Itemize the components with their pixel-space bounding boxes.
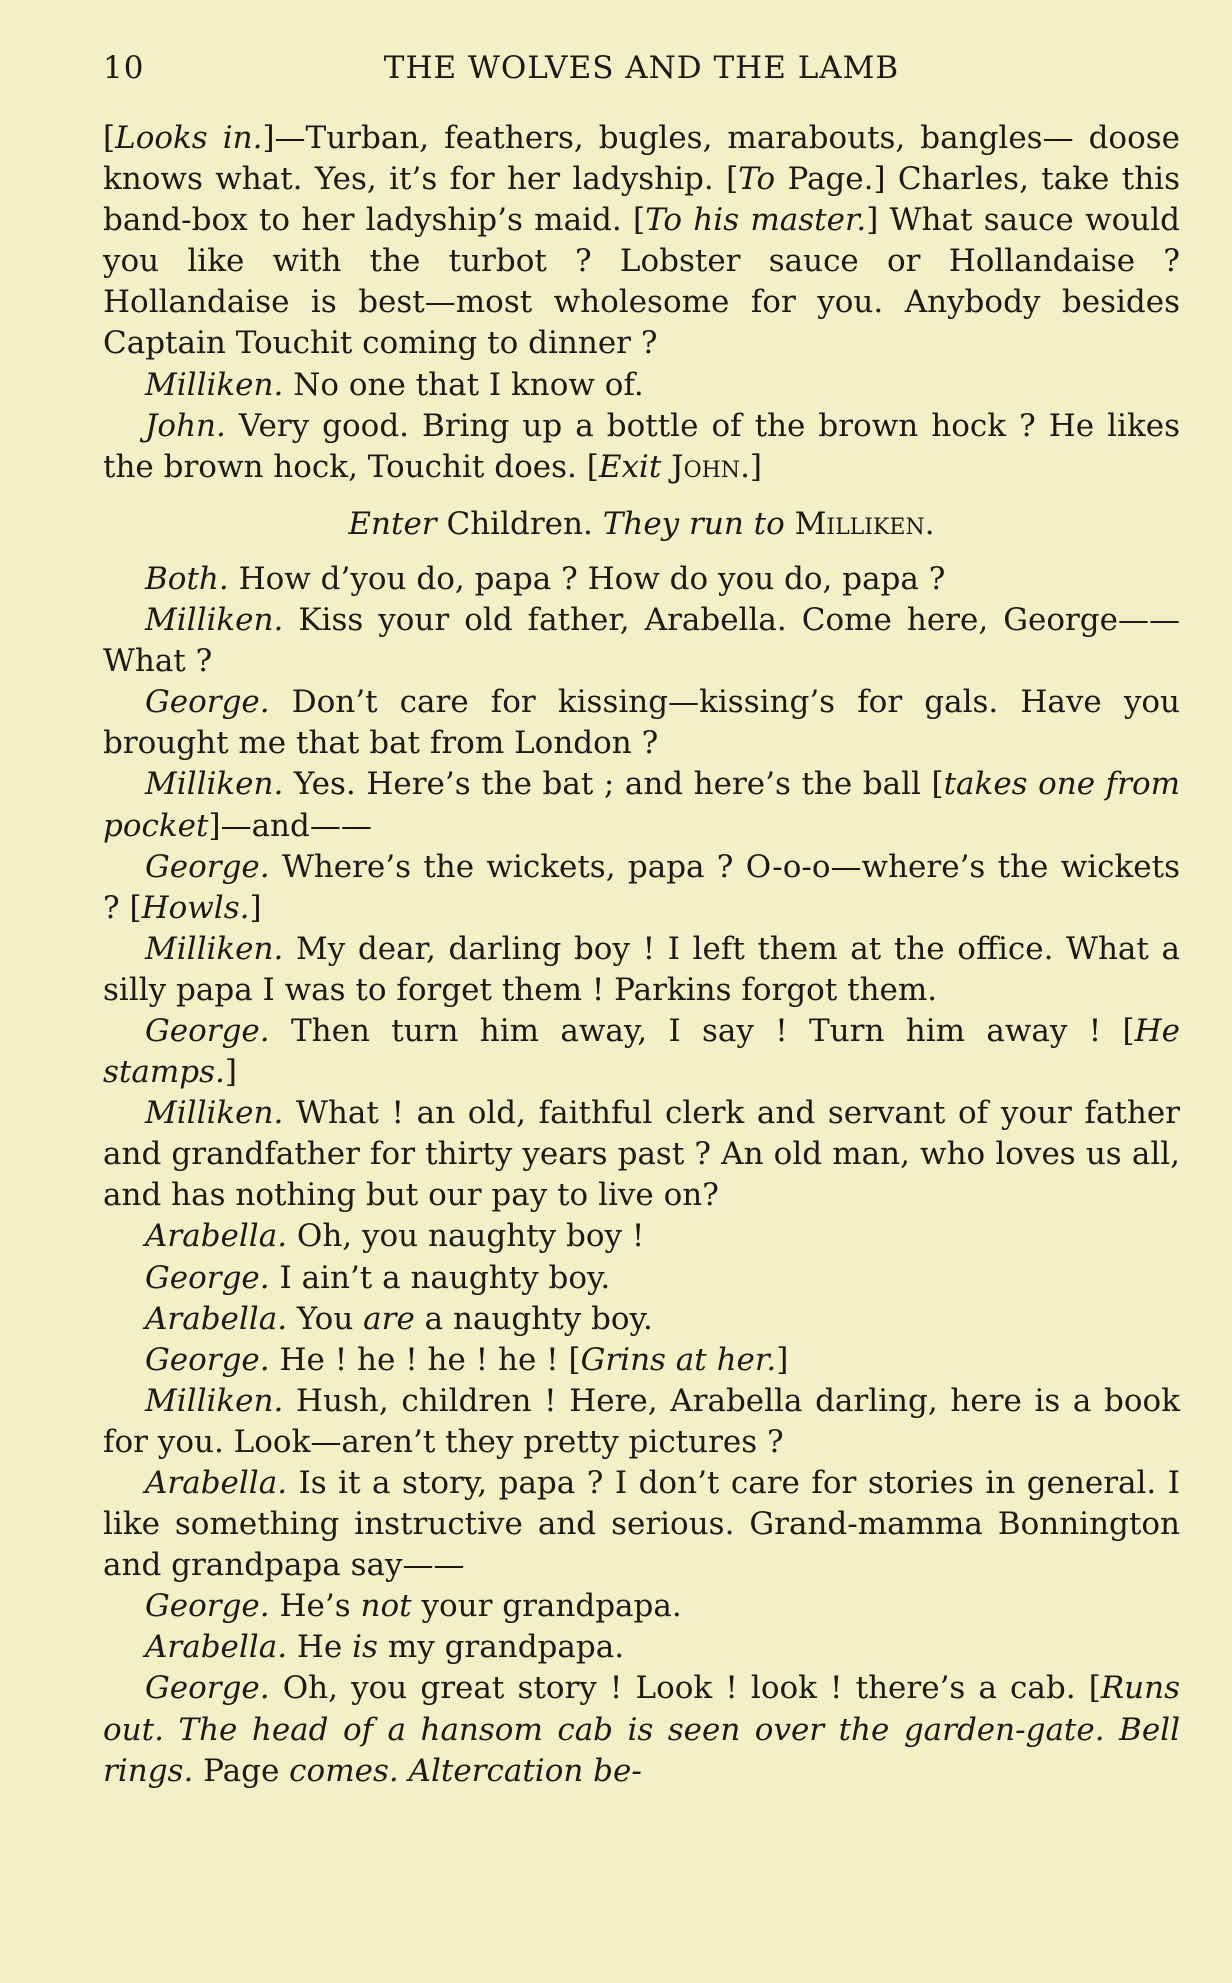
speech-text: Then turn him away, I say ! Turn him away ! [ bbox=[269, 1012, 1135, 1049]
speech-text: What ! an old, faithful clerk and servant of your father and grandfather for thirty years past ? An old man, who loves us all, and has nothing but our pay to live on? bbox=[103, 1095, 1180, 1214]
text: .] bbox=[740, 448, 763, 485]
speaker-name: George. bbox=[145, 1341, 270, 1378]
text: Page.] Charles, take this band-box to her ladyship’s maid. [ bbox=[103, 161, 1180, 239]
speech-text: How d’you do, papa ? How do you do, papa ? bbox=[228, 560, 946, 597]
speech bbox=[103, 1093, 1180, 1216]
play-text bbox=[103, 118, 1180, 1792]
stage-direction: Exit bbox=[598, 448, 662, 485]
speaker-name: Arabella. bbox=[145, 1300, 288, 1337]
emphasis: are bbox=[363, 1300, 415, 1337]
speech-text: No one that I know of. bbox=[283, 366, 644, 403]
speech bbox=[103, 682, 1180, 764]
speaker-name: Milliken. bbox=[145, 1095, 284, 1132]
stage-direction: He stamps. bbox=[103, 1012, 1180, 1091]
speaker-name: Milliken. bbox=[145, 766, 284, 803]
stage-direction-line bbox=[103, 504, 1180, 545]
speaker-name: Arabella. bbox=[145, 1465, 288, 1501]
page-header bbox=[103, 44, 1180, 94]
speaker-name: John. bbox=[145, 407, 226, 444]
speaker-name: George. bbox=[145, 1259, 270, 1296]
speech-text: He bbox=[287, 1629, 353, 1666]
text: ] bbox=[224, 1054, 237, 1091]
speech-continued bbox=[103, 118, 1180, 365]
stage-direction: Runs out. The head of a hansom cab is seen over the garden-gate. Bell rings. bbox=[103, 1670, 1180, 1789]
speaker-name: George. bbox=[145, 1588, 270, 1625]
speech bbox=[103, 764, 1180, 846]
speech bbox=[103, 1011, 1180, 1093]
speech bbox=[103, 365, 1180, 406]
speaker-name: George. bbox=[145, 1012, 270, 1049]
text: ] bbox=[249, 889, 262, 926]
speech-text: Yes. Here’s the bat ; and here’s the ball [ bbox=[283, 766, 944, 803]
speaker-name: Arabella. bbox=[145, 1629, 288, 1666]
speech-text: You bbox=[287, 1300, 364, 1337]
text: Children. bbox=[436, 505, 603, 542]
speaker-name: George. bbox=[145, 848, 270, 885]
speech bbox=[103, 929, 1180, 1011]
text: . bbox=[924, 505, 935, 542]
stage-direction: Looks in. bbox=[115, 120, 263, 156]
text: ] What sauce would you like with the turbot ? Lobster sauce or Hollandaise ? Hollandaise is best—most wholesome for you. Anybody besides Captain Touchit coming to dinner ? bbox=[103, 202, 1180, 362]
speech bbox=[103, 1668, 1180, 1791]
speech-text: Hush, children ! Here, Arabella darling, here is a book for you. Look—aren’t they pretty pictures ? bbox=[103, 1382, 1180, 1460]
speech bbox=[103, 559, 1180, 600]
speaker-name: Milliken. bbox=[145, 602, 284, 639]
speech bbox=[103, 1299, 1180, 1340]
speaker-name: Both. bbox=[145, 560, 229, 597]
text: a naughty boy. bbox=[414, 1300, 653, 1337]
text: ] bbox=[776, 1341, 789, 1378]
stage-direction: comes. Altercation be- bbox=[289, 1752, 642, 1789]
stage-direction: takes one from pocket bbox=[103, 766, 1180, 844]
speech bbox=[103, 1381, 1180, 1463]
speech bbox=[103, 1463, 1180, 1586]
text bbox=[661, 449, 671, 485]
character-name: Milliken bbox=[794, 505, 925, 542]
emphasis: not bbox=[360, 1588, 412, 1625]
character-name: John bbox=[671, 448, 741, 485]
speech-text: I ain’t a naughty boy. bbox=[269, 1259, 611, 1296]
text: my grandpapa. bbox=[377, 1629, 625, 1666]
speech-text: He’s bbox=[269, 1588, 361, 1625]
stage-direction: To bbox=[738, 161, 776, 198]
stage-direction: Enter bbox=[348, 505, 437, 542]
text: your grandpapa. bbox=[411, 1588, 682, 1625]
speaker-name: Milliken. bbox=[145, 1382, 284, 1419]
speaker-name: Milliken. bbox=[145, 930, 284, 967]
speech bbox=[103, 600, 1180, 682]
speech-text: Kiss your old father, Arabella. Come here, George——What ? bbox=[103, 602, 1180, 680]
speech bbox=[103, 406, 1180, 488]
speech-text: Where’s the wickets, papa ? O-o-o—where’s the wickets ? [ bbox=[103, 848, 1180, 926]
text: ]—Turban, feathers, bugles, marabouts, bangles— doose knows what. Yes, it’s for her ladyship. [ bbox=[103, 120, 1180, 198]
emphasis: is bbox=[352, 1629, 378, 1666]
stage-direction: They run to bbox=[602, 505, 785, 542]
speech-text: Oh, you naughty boy ! bbox=[287, 1218, 645, 1255]
text: Page bbox=[193, 1752, 290, 1789]
text: ]—and—— bbox=[208, 807, 372, 844]
stage-direction: Grins at her. bbox=[580, 1341, 777, 1378]
speech bbox=[103, 1258, 1180, 1299]
speaker-name: George. bbox=[145, 1670, 270, 1707]
speech-text: Oh, you great story ! Look ! look ! there’s a cab. [ bbox=[269, 1670, 1101, 1707]
stage-direction: Howls. bbox=[141, 889, 250, 926]
page-number: 10 bbox=[103, 50, 145, 86]
speech-text: Is it a story, papa ? I don’t care for stories in general. I like something instructive and serious. Grand-mamma Bonnington and grandpapa say—— bbox=[103, 1465, 1180, 1584]
text bbox=[785, 506, 795, 542]
speech bbox=[103, 1627, 1180, 1668]
speech-text: He ! he ! he ! he ! [ bbox=[269, 1341, 581, 1378]
speech bbox=[103, 1340, 1180, 1381]
speaker-name: George. bbox=[145, 684, 270, 721]
speech bbox=[103, 847, 1180, 929]
speech bbox=[103, 1586, 1180, 1627]
speech-text: Very good. Bring up a bottle of the brown hock ? He likes the brown hock, Touchit does. [ bbox=[103, 407, 1180, 485]
speech bbox=[103, 1216, 1180, 1257]
text: [ bbox=[103, 120, 116, 156]
stage-direction: To his master. bbox=[645, 202, 867, 239]
speech-text: My dear, darling boy ! I left them at the office. What a silly papa I was to forget them ! Parkins forgot them. bbox=[103, 930, 1180, 1008]
speaker-name: Arabella. bbox=[145, 1218, 288, 1255]
running-title: THE WOLVES AND THE LAMB bbox=[383, 50, 900, 86]
speech-text: Don’t care for kissing—kissing’s for gals. Have you brought me that bat from London ? bbox=[103, 684, 1180, 762]
speaker-name: Milliken. bbox=[145, 366, 284, 403]
